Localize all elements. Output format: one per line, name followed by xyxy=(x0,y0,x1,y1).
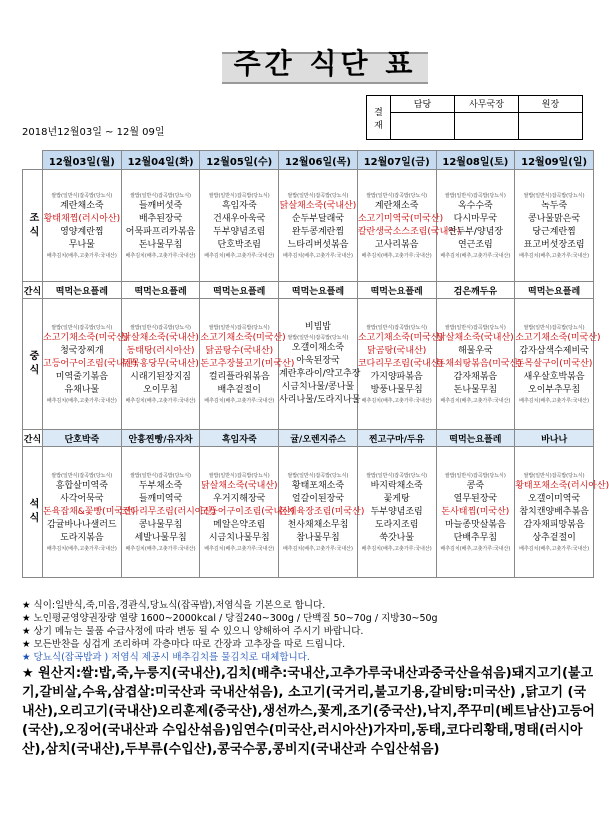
menu-item: 오갤이미역국 xyxy=(528,493,581,504)
approval-sign-director[interactable] xyxy=(519,112,583,139)
day-header: 12월05일(수) xyxy=(200,151,279,170)
menu-item: 닭곰탕(국내산) xyxy=(367,345,427,356)
menu-item: 계란후라이/약고추장 xyxy=(279,369,361,379)
menu-item: 동태탕(러시아산) xyxy=(126,345,195,356)
dinner-cell xyxy=(515,447,609,578)
menu-item: 쌀밥(일반식)잡곡밥(당뇨식) xyxy=(51,192,113,199)
title-box xyxy=(222,42,428,86)
menu-item: 고사리볶음 xyxy=(374,239,419,250)
menu-item: 쌀밥(일반식)잡곡밥(당뇨식) xyxy=(287,335,349,341)
menu-item: 소고기채소죽(미국산) xyxy=(200,332,286,343)
menu-item: 열무된장국 xyxy=(453,493,498,504)
menu-item: 감자채볶음 xyxy=(453,371,498,382)
menu-item: 쌀밥(일반식)잡곡밥(당뇨식) xyxy=(523,324,585,331)
snack2-item: 떡먹는요플레 xyxy=(436,430,515,447)
snack2-item: 안흥찐빵/유자차 xyxy=(121,430,200,447)
snack2-item: 찐고구마/두유 xyxy=(357,430,436,447)
menu-item: 쌀밥(일반식)잡곡밥(당뇨식) xyxy=(287,192,349,199)
snack1-item: 떡먹는요플레 xyxy=(357,282,436,299)
approval-table xyxy=(366,95,583,140)
dinner-cell xyxy=(279,447,365,578)
menu-item: 다시마무국 xyxy=(453,213,498,224)
day-header: 12월09일(일) xyxy=(515,151,594,170)
menu-item: 단배추무침 xyxy=(453,532,498,543)
menu-item: 감자삼색수제비국 xyxy=(519,345,589,356)
menu-item: 배추김치(배추,고춧가루:국내산) xyxy=(46,252,117,259)
lunch-cell xyxy=(121,299,200,430)
menu-item: 쌀밥(일반식)잡곡밥(당뇨식) xyxy=(366,472,428,479)
menu-item: 쌀밥(일반식)잡곡밥(당뇨식) xyxy=(130,472,192,479)
note-line: ★ 노인평균영양권장량 열량 1600~2000kcal / 당질240~300g / 단백질 50~70g / 지방30~50g xyxy=(22,613,438,624)
snack1-item: 떡먹는요플레 xyxy=(200,282,279,299)
menu-item: 연근조림 xyxy=(457,239,493,250)
menu-item: 두부채소죽 xyxy=(138,480,183,491)
menu-item: 메알은약조림 xyxy=(213,519,266,530)
breakfast-cell xyxy=(43,170,122,282)
menu-item: 황태포채소죽(러시아산) xyxy=(515,480,609,491)
note-line: ★ 식이:일반식,죽,미음,경관식,당뇨식(잡곡밥),저염식을 기본으로 합니다. xyxy=(22,600,326,611)
menu-item: 쌀밥(일반식)잡곡밥(당뇨식) xyxy=(523,192,585,199)
menu-item: 닭살채소죽(국내산) xyxy=(200,480,278,491)
menu-item: 고등어구이조림(국내산) xyxy=(43,358,137,369)
menu-item: 쌀밥(일반식)잡곡밥(당뇨식) xyxy=(51,324,113,331)
menu-item: 닭살채소죽(국내산) xyxy=(279,200,357,211)
breakfast-cell xyxy=(200,170,279,282)
snack1-item: 검은깨두유 xyxy=(436,282,515,299)
menu-item: 어묵파프리카볶음 xyxy=(125,226,196,237)
lunch-cell xyxy=(200,299,295,430)
menu-item: 쌀밥(일반식)잡곡밥(당뇨식) xyxy=(208,192,270,199)
menu-item: 오이부추무침 xyxy=(528,384,581,395)
snack2-item: 귤/오렌지쥬스 xyxy=(279,430,358,447)
menu-item: 녹두죽 xyxy=(541,200,568,211)
menu-item: 가지양파볶음 xyxy=(370,371,423,382)
dinner-cell xyxy=(121,447,216,578)
menu-item: 시래기된장지짐 xyxy=(130,371,191,382)
menu-item: 돈채쇠탕볶음(미국산) xyxy=(436,358,522,369)
menu-item: 옥수수죽 xyxy=(457,200,493,211)
dinner-cell xyxy=(43,447,136,578)
day-header: 12월04일(화) xyxy=(121,151,200,170)
menu-item: 단호박조림 xyxy=(217,239,261,250)
lunch-label: 중식 xyxy=(23,299,43,430)
menu-item: 쌀밥(일반식)잡곡밥(당뇨식) xyxy=(51,472,113,479)
menu-item: 고등어구이조림(국내산) xyxy=(200,506,295,517)
breakfast-cell xyxy=(279,170,358,282)
lunch-cell xyxy=(515,299,601,430)
snack2-row xyxy=(23,430,594,447)
menu-item: 닭살채소죽(국내산) xyxy=(122,332,199,343)
snack2-item: 단호박죽 xyxy=(43,430,122,447)
menu-item: 바지락채소죽 xyxy=(370,480,423,491)
menu-item: 쌀밥(일반식)잡곡밥(당뇨식) xyxy=(444,324,506,331)
notes-block xyxy=(22,599,597,759)
menu-item: 코다리무조림(국내산) xyxy=(357,358,444,369)
snack2-item: 흑임자죽 xyxy=(200,430,279,447)
menu-item: 배추김치(배추,고춧가루:국내산) xyxy=(204,397,275,404)
menu-item: 아욱된장국 xyxy=(296,356,340,366)
menu-item: 소고기미역국(미국산) xyxy=(357,213,444,224)
menu-item: 참나물무침 xyxy=(296,532,340,543)
menu-item: 배추김치(배추,고춧가루:국내산) xyxy=(440,397,511,404)
menu-item: 배추김치(배추,고춧가루:국내산) xyxy=(46,397,117,404)
dinner-cell xyxy=(436,447,515,578)
approval-col-staff: 담당 xyxy=(391,96,455,113)
menu-item: 영양계란찜 xyxy=(60,226,104,237)
menu-item: 감귤바나나샐러드 xyxy=(47,519,117,530)
menu-item: 소고기채소죽(미국산) xyxy=(515,332,601,343)
menu-item: 배추김치(배추,고춧가루:국내산) xyxy=(440,252,511,259)
menu-item: 칼란생국소스조림(국내산) xyxy=(357,226,461,237)
snack1-item: 떡먹는요플레 xyxy=(43,282,122,299)
dinner-cell xyxy=(357,447,436,578)
lunch-cell xyxy=(357,299,444,430)
menu-item: 얼갈이된장국 xyxy=(291,493,345,504)
day-header-row xyxy=(23,151,594,170)
menu-item: 닭살채소죽(국내산) xyxy=(437,332,514,343)
menu-item: 꽃게탕 xyxy=(383,493,410,504)
page-title: 주간 식단 표 xyxy=(233,47,417,80)
menu-item: 돈목살구이(미국산) xyxy=(515,358,593,369)
snack1-row xyxy=(23,282,594,299)
lunch-cell xyxy=(43,299,137,430)
breakfast-cell xyxy=(121,170,200,282)
approval-sign-staff[interactable] xyxy=(391,112,455,139)
menu-item: 상추겉절이 xyxy=(532,532,576,543)
breakfast-cell xyxy=(357,170,461,282)
note-line: ★ 상기 메뉴는 물품 수급사정에 따라 변동 될 수 있으니 양해하여 주시기 바랍니다. xyxy=(22,626,364,637)
dinner-cell xyxy=(200,447,295,578)
snack2-label: 간식 xyxy=(23,430,43,447)
menu-item: 황태포채소죽 xyxy=(291,480,345,491)
menu-item: 콩죽 xyxy=(466,480,485,491)
origin-statement: ★ 원산지:쌀:밥,죽,누룽지(국내산),김치(배추:국내산,고추가루국내산과중국산을섞음)돼지고기(불고기,갈비살,수육,삼겹살:미국산과 국내산섞음), 소고기(국거리,불고기용,갈비탕:미국산) ,닭고기 (국내산),오리고기(국내산)오리훈제(중국산),생선까스,꽃게,조기(중국산),낙지,쭈꾸미(베트남산)고등어(국산),오징어(국내산과 수입산섞음)임연수(미국산,러시아산)가자미,동태,코다리황태,명태(러시아산),삼치(국내산),두부류(수입산),콩국수콩,콩비지(국내산과 수입산섞음) xyxy=(22,666,595,757)
lunch-row xyxy=(23,299,594,430)
menu-item: 배추김치(배추,고춧가루:국내산) xyxy=(519,252,590,259)
breakfast-label: 조식 xyxy=(23,170,43,282)
menu-item: 배추겉절이 xyxy=(217,384,261,395)
menu-item: 배추김치(배추,고춧가루:국내산) xyxy=(440,545,511,552)
menu-item: 쌀밥(일반식)잡곡밥(당뇨식) xyxy=(208,324,270,331)
menu-item: 미역줄기볶음 xyxy=(55,371,108,382)
menu-item: 배추된장국 xyxy=(138,213,183,224)
menu-item: 유채나물 xyxy=(64,384,100,395)
menu-item: 황태채찜(러시아산) xyxy=(43,213,121,224)
menu-item: 배추김치(배추,고춧가루:국내산) xyxy=(204,252,275,259)
menu-item: 돈나물무침 xyxy=(453,384,498,395)
breakfast-row xyxy=(23,170,594,282)
breakfast-cell xyxy=(515,170,594,282)
menu-item: 콩나물맑은국 xyxy=(528,213,581,224)
menu-item: 배추김치(배추,고춧가루:국내산) xyxy=(204,545,275,552)
menu-item: 돈제육장조림(미국산) xyxy=(279,506,365,517)
snack1-label: 간식 xyxy=(23,282,43,299)
menu-item: 당근계란찜 xyxy=(532,226,576,237)
corner-cell xyxy=(23,151,43,170)
menu-item: 소고기채소죽(미국산) xyxy=(43,332,129,343)
menu-item: 두부양념조림 xyxy=(213,226,266,237)
menu-item: 방풍나물무침 xyxy=(370,384,423,395)
menu-item: 쌀밥(일반식)잡곡밥(당뇨식) xyxy=(444,192,506,199)
menu-item: 계란채소죽 xyxy=(60,200,104,211)
menu-item: 들깨버섯죽 xyxy=(138,200,183,211)
menu-item: 오이무침 xyxy=(143,384,178,395)
menu-item: 쌀밥(일반식)잡곡밥(당뇨식) xyxy=(130,324,192,331)
note-kimchi: ★ 당뇨식(잡곡밥과 ) 저염식 제공시 배추김치를 물김치로 대체합니다. xyxy=(22,652,310,663)
snack1-item: 떡먹는요플레 xyxy=(515,282,594,299)
menu-item: 새우살호박볶음 xyxy=(523,371,585,382)
menu-item: 콩나물무침 xyxy=(138,519,183,530)
dinner-row xyxy=(23,447,594,578)
menu-item: 비빔밥 xyxy=(304,322,331,332)
menu-item: 청국장찌개 xyxy=(60,345,104,356)
menu-item: 연두부/양념장 xyxy=(447,226,503,237)
menu-item: 건새우아욱국 xyxy=(213,213,266,224)
menu-item: 들깨미역국 xyxy=(138,493,183,504)
menu-item: 쌀밥(일반식)잡곡밥(당뇨식) xyxy=(208,472,270,479)
menu-item: 오갤이채소죽 xyxy=(291,343,345,353)
day-header: 12월07일(금) xyxy=(357,151,436,170)
menu-item: 감자채피망볶음 xyxy=(523,519,585,530)
menu-item: 배추김치(배추,고춧가루:국내산) xyxy=(282,545,353,552)
menu-item: 배추김치(배추,고춧가루:국내산) xyxy=(46,545,117,552)
menu-item: 배추김치(배추,고춧가루:국내산) xyxy=(519,397,590,404)
snack2-item: 바나나 xyxy=(515,430,594,447)
menu-item: 계란채소죽 xyxy=(374,200,419,211)
menu-item: 배추김치(배추,고춧가루:국내산) xyxy=(361,252,432,259)
menu-item: 참치캔양배추볶음 xyxy=(519,506,589,517)
menu-item: 배추김치(배추,고춧가루:국내산) xyxy=(125,252,196,259)
menu-item: 사각어묵국 xyxy=(60,493,104,504)
menu-item: 천사채채소무침 xyxy=(287,519,349,530)
day-header: 12월03일(월) xyxy=(43,151,122,170)
approval-sign-manager[interactable] xyxy=(455,112,519,139)
menu-item: 해물우국 xyxy=(457,345,493,356)
menu-item: 시금치나물무침 xyxy=(208,532,270,543)
menu-item: 배추김치(배추,고춧가루:국내산) xyxy=(361,545,432,552)
menu-item: 닭곰탕수(국내산) xyxy=(205,345,274,356)
menu-item: 마늘종맛살볶음 xyxy=(444,519,506,530)
snack1-item: 떡먹는요플레 xyxy=(121,282,200,299)
lunch-cell xyxy=(436,299,522,430)
menu-item: 쌀밥(일반식)잡곡밥(당뇨식) xyxy=(287,472,349,479)
menu-item: 시금치나물/콩나물 xyxy=(281,382,355,392)
menu-item: 세발나물무침 xyxy=(134,532,187,543)
menu-item: 돈고추장불고기(미국산) xyxy=(200,358,295,369)
menu-item: 쌀밥(일반식)잡곡밥(당뇨식) xyxy=(444,472,506,479)
menu-item: 쌀밥(일반식)잡곡밥(당뇨식) xyxy=(366,324,428,331)
menu-item: 두부양념조림 xyxy=(370,506,423,517)
menu-item: 배추김치(배추,고춧가루:국내산) xyxy=(519,545,590,552)
weekly-menu-table xyxy=(22,150,609,578)
menu-item: 쌀밥(일반식)잡곡밥(당뇨식) xyxy=(366,192,428,199)
approval-label: 결 재 xyxy=(367,96,391,140)
menu-item: 무나물 xyxy=(68,239,95,250)
menu-item: 느타리버섯볶음 xyxy=(287,239,349,250)
menu-item: 코다리무조림(러시아산) xyxy=(121,506,216,517)
breakfast-cell xyxy=(436,170,515,282)
menu-item: 돈나물무침 xyxy=(138,239,183,250)
menu-item: 돈육잡채&꽃빵(미국산) xyxy=(43,506,136,517)
menu-item: 흥합살미역죽 xyxy=(55,480,108,491)
day-header: 12월08일(토) xyxy=(436,151,515,170)
menu-item: 도라지조림 xyxy=(374,519,419,530)
menu-item: 흑임자죽 xyxy=(221,200,257,211)
menu-item: 컬리플라워볶음 xyxy=(208,371,270,382)
note-line: ★ 모든반찬을 싱겁게 조리하며 각층마다 따로 간장과 고추장을 따로 드립니다. xyxy=(22,639,346,650)
menu-item: 배추김치(배추,고춧가루:국내산) xyxy=(282,252,353,259)
menu-item: 완두콩계란찜 xyxy=(291,226,345,237)
snack1-item: 떡먹는요플레 xyxy=(279,282,358,299)
menu-item: 쌀밥(일반식)잡곡밥(당뇨식) xyxy=(130,192,192,199)
menu-item: 쌀밥(일반식)잡곡밥(당뇨식) xyxy=(523,472,585,479)
menu-item: 표고버섯장조림 xyxy=(523,239,585,250)
menu-item: 우거지해장국 xyxy=(213,493,266,504)
dinner-label: 석식 xyxy=(23,447,43,578)
menu-item: 순두부달래국 xyxy=(291,213,345,224)
menu-item: 사리나물/도라지나물 xyxy=(279,395,361,405)
approval-col-manager: 사무국장 xyxy=(455,96,519,113)
menu-item: 뒤목홍당무(국내산) xyxy=(122,358,199,369)
menu-item: 도라지볶음 xyxy=(60,532,104,543)
menu-item: 배추김치(배추,고춧가루:국내산) xyxy=(125,545,196,552)
menu-item: 쑥갓나물 xyxy=(379,532,415,543)
date-range: 2018년12월03일 ~ 12월 09일 xyxy=(22,127,165,138)
approval-col-director: 원장 xyxy=(519,96,583,113)
menu-item: 배추김치(배추,고춧가루:국내산) xyxy=(125,397,196,404)
menu-item: 배추김치(배추,고춧가루:국내산) xyxy=(361,397,432,404)
menu-item: 소고기채소죽(미국산) xyxy=(357,332,444,343)
menu-item: 돈사태찜(미국산) xyxy=(441,506,510,517)
day-header: 12월06일(목) xyxy=(279,151,358,170)
